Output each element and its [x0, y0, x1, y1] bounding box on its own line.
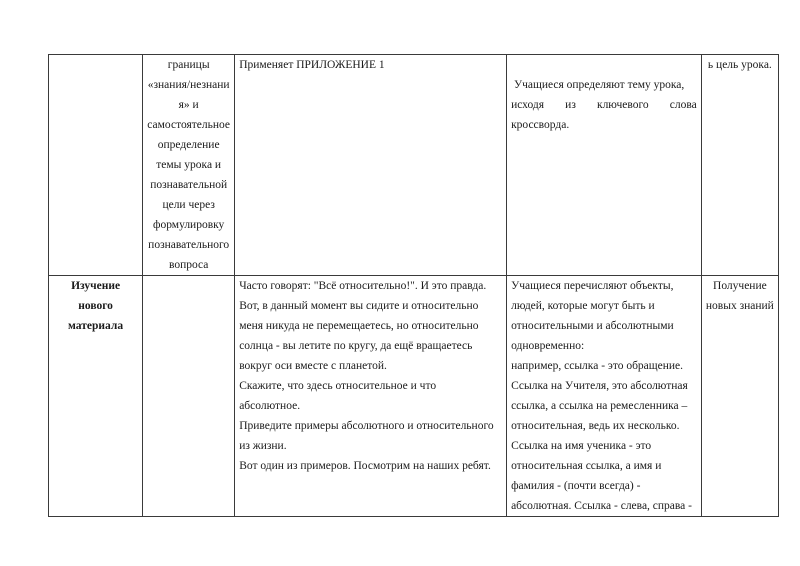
stage-cell — [49, 276, 143, 517]
student-line: кроссворда. — [511, 119, 570, 131]
teacher-line: Применяет ПРИЛОЖЕНИЕ 1 — [239, 59, 385, 71]
table-row — [49, 55, 779, 276]
student-activity-cell — [507, 55, 702, 276]
goal-line: цели через — [162, 199, 215, 211]
student-line: фамилия - (почти всегда) - — [511, 480, 641, 492]
stage-cell — [49, 55, 143, 276]
student-line: одновременно: — [511, 340, 585, 352]
student-line: Учащиеся перечисляют объекты, — [511, 280, 674, 292]
stage-line: Изучение — [71, 280, 121, 292]
teacher-line: Часто говорят: "Всё относительно!". И это правда. — [239, 280, 487, 292]
teacher-line: вокруг оси вместе с планетой. — [239, 360, 387, 372]
teacher-line: меня никуда не перемещаетесь, но относительно — [239, 320, 479, 332]
teacher-line: из жизни. — [239, 440, 287, 452]
goal-line: темы урока и — [156, 159, 222, 171]
result-line: ь цель урока. — [707, 59, 772, 71]
teacher-line: Приведите примеры абсолютного и относительного — [239, 420, 494, 432]
teacher-line: Вот, в данный момент вы сидите и относительно — [239, 300, 479, 312]
goal-line: самостоятельное — [147, 119, 231, 131]
teacher-line: солнца - вы летите по кругу, да ещё вращаетесь — [239, 340, 473, 352]
goal-cell — [143, 276, 235, 517]
goal-line: познавательного — [148, 239, 230, 251]
result-line: новых знаний — [705, 300, 774, 312]
goal-line: определение — [157, 139, 220, 151]
student-line: ссылка, а ссылка на ремесленника – — [511, 400, 688, 412]
teacher-activity-cell — [235, 276, 507, 517]
blank-line — [511, 55, 697, 75]
student-line: относительная, ведь их несколько. — [511, 420, 680, 432]
goal-line: границы — [167, 59, 210, 71]
result-cell — [701, 276, 778, 517]
student-line: людей, которые могут быть и — [511, 300, 655, 312]
word: исходя — [511, 99, 545, 111]
teacher-line: абсолютное. — [239, 400, 301, 412]
student-line-justified — [511, 95, 697, 115]
goal-line: формулировку — [153, 219, 225, 231]
teacher-line: Скажите, что здесь относительное и что — [239, 380, 437, 392]
word: слова — [669, 99, 697, 111]
word: из — [565, 99, 576, 111]
lesson-plan-table — [48, 54, 779, 517]
word: ключевого — [596, 99, 649, 111]
student-line: Учащиеся определяют тему урока, — [511, 79, 685, 91]
student-activity-cell — [507, 276, 702, 517]
student-line: относительными и абсолютными — [511, 320, 674, 332]
stage-line: нового — [78, 300, 113, 312]
goal-line: я» и — [178, 99, 199, 111]
result-line: Получение — [713, 280, 767, 292]
table-row — [49, 276, 779, 517]
goal-line: познавательной — [150, 179, 228, 191]
stage-line: материала — [68, 320, 124, 332]
student-line: абсолютная. Ссылка - слева, справа - — [511, 500, 692, 512]
teacher-activity-cell — [235, 55, 507, 276]
goal-cell — [143, 55, 235, 276]
result-cell — [701, 55, 778, 276]
student-line: Ссылка на имя ученика - это — [511, 440, 652, 452]
student-line: относительная ссылка, а имя и — [511, 460, 662, 472]
teacher-line: Вот один из примеров. Посмотрим на наших ребят. — [239, 460, 491, 472]
goal-line: вопроса — [168, 259, 209, 271]
student-line: например, ссылка - это обращение. — [511, 360, 684, 372]
goal-line: «знания/незнани — [147, 79, 230, 91]
student-line: Ссылка на Учителя, это абсолютная — [511, 380, 688, 392]
